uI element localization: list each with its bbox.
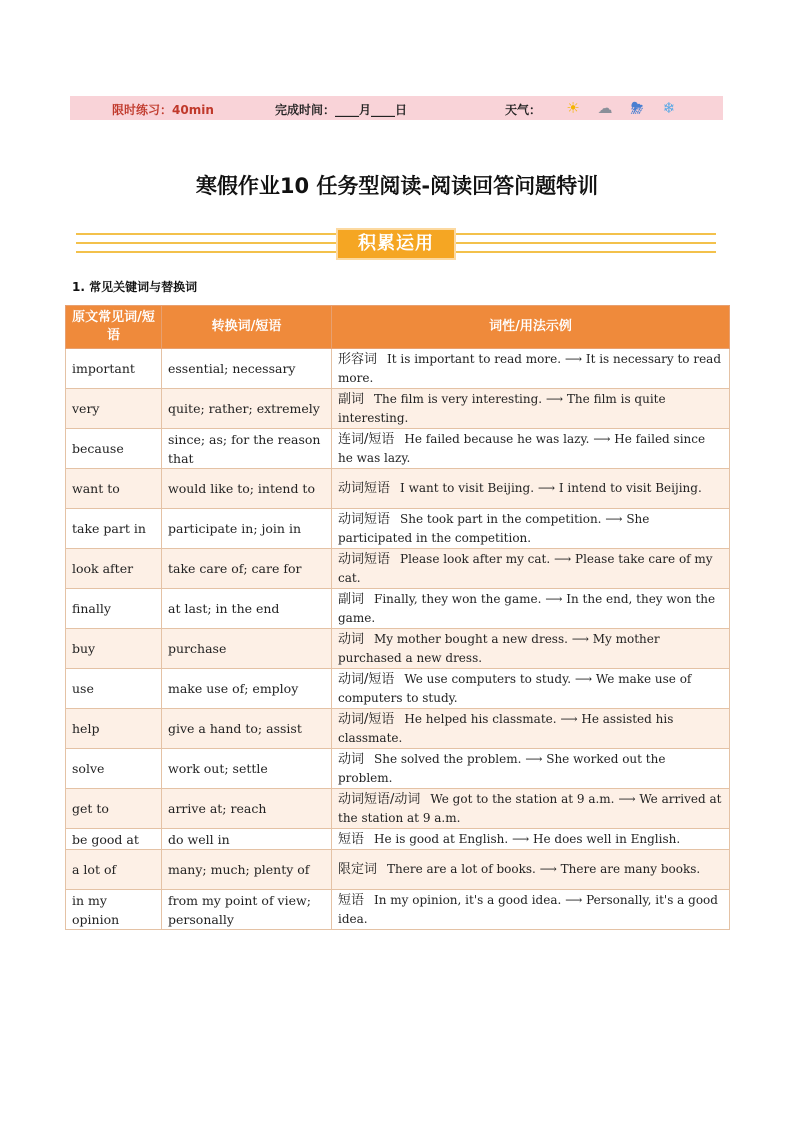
- usage-example-cell: [332, 829, 730, 850]
- table-row: [66, 509, 730, 549]
- time-limit: 限时练习：40min: [112, 103, 214, 117]
- replacement-cell: give a hand to; assist: [162, 709, 332, 749]
- completion-date: 完成时间：____月____日: [275, 103, 408, 117]
- header-replacement: 转换词/短语: [162, 306, 332, 349]
- original-word-cell: a lot of: [66, 850, 162, 890]
- original-word-cell: get to: [66, 789, 162, 829]
- table-row: [66, 850, 730, 890]
- table-row: [66, 389, 730, 429]
- usage-example-cell: [332, 549, 730, 589]
- table-row: [66, 549, 730, 589]
- original-word-cell: want to: [66, 469, 162, 509]
- weather-icons: [562, 98, 680, 118]
- part-of-speech: 短语: [338, 831, 365, 847]
- replacement-cell: do well in: [162, 829, 332, 850]
- table-row: [66, 349, 730, 389]
- original-word-cell: because: [66, 429, 162, 469]
- weather-label: 天气：: [505, 103, 542, 117]
- original-word-cell: buy: [66, 629, 162, 669]
- sun-icon[interactable]: ☀: [566, 99, 580, 117]
- example-sentence: She took part in the competition. ⟶ She participated in the competition.: [338, 511, 650, 545]
- example-sentence: I want to visit Beijing. ⟶ I intend to visit Beijing.: [400, 481, 702, 495]
- example-sentence: Please look after my cat. ⟶ Please take care of my cat.: [338, 551, 713, 585]
- example-sentence: There are a lot of books. ⟶ There are many books.: [387, 862, 701, 876]
- practice-info-bar: [70, 96, 723, 120]
- storm-icon[interactable]: ⛈: [630, 99, 643, 117]
- table-row: [66, 429, 730, 469]
- replacement-cell: many; much; plenty of: [162, 850, 332, 890]
- time-limit-value: 40min: [172, 103, 214, 117]
- replacement-cell: make use of; employ: [162, 669, 332, 709]
- example-sentence: We use computers to study. ⟶ We make use of computers to study.: [338, 671, 692, 705]
- part-of-speech: 副词: [338, 591, 365, 607]
- usage-example-cell: [332, 509, 730, 549]
- part-of-speech: 动词: [338, 631, 365, 647]
- usage-example-cell: [332, 669, 730, 709]
- original-word-cell: very: [66, 389, 162, 429]
- replacement-cell: at last; in the end: [162, 589, 332, 629]
- header-original-word: 原文常见词/短语: [66, 306, 162, 349]
- usage-example-cell: [332, 389, 730, 429]
- replacement-cell: purchase: [162, 629, 332, 669]
- replacement-cell: would like to; intend to: [162, 469, 332, 509]
- section-heading: 1. 常见关键词与替换词: [72, 280, 198, 294]
- example-sentence: She solved the problem. ⟶ She worked out the problem.: [338, 751, 666, 785]
- table-row: [66, 890, 730, 930]
- original-word-cell: look after: [66, 549, 162, 589]
- usage-example-cell: [332, 850, 730, 890]
- original-word-cell: solve: [66, 749, 162, 789]
- original-word-cell: take part in: [66, 509, 162, 549]
- usage-example-cell: [332, 469, 730, 509]
- part-of-speech: 连词/短语: [338, 431, 395, 447]
- usage-example-cell: [332, 349, 730, 389]
- example-sentence: He failed because he was lazy. ⟶ He failed since he was lazy.: [338, 431, 706, 465]
- cloudy-icon[interactable]: ☁: [597, 99, 613, 117]
- original-word-cell: important: [66, 349, 162, 389]
- table-row: [66, 749, 730, 789]
- table-row: [66, 829, 730, 850]
- part-of-speech: 动词/短语: [338, 711, 395, 727]
- table-row: [66, 709, 730, 749]
- table-row: [66, 629, 730, 669]
- example-sentence: In my opinion, it's a good idea. ⟶ Personally, it's a good idea.: [338, 892, 718, 926]
- original-word-cell: help: [66, 709, 162, 749]
- usage-example-cell: [332, 589, 730, 629]
- part-of-speech: 形容词: [338, 351, 378, 367]
- example-sentence: We got to the station at 9 a.m. ⟶ We arrived at the station at 9 a.m.: [338, 791, 722, 825]
- original-word-cell: use: [66, 669, 162, 709]
- table-row: [66, 789, 730, 829]
- original-word-cell: in my opinion: [66, 890, 162, 930]
- part-of-speech: 限定词: [338, 862, 378, 877]
- keyword-table: [65, 305, 730, 930]
- part-of-speech: 副词: [338, 391, 365, 407]
- header-usage-example: 词性/用法示例: [332, 306, 730, 349]
- part-of-speech: 动词短语: [338, 481, 391, 496]
- part-of-speech: 动词短语: [338, 511, 391, 527]
- snow-icon[interactable]: ❄: [662, 99, 676, 117]
- usage-example-cell: [332, 890, 730, 930]
- example-sentence: My mother bought a new dress. ⟶ My mother purchased a new dress.: [338, 631, 660, 665]
- example-sentence: Finally, they won the game. ⟶ In the end, they won the game.: [338, 591, 716, 625]
- part-of-speech: 动词: [338, 751, 365, 767]
- original-word-cell: finally: [66, 589, 162, 629]
- replacement-cell: take care of; care for: [162, 549, 332, 589]
- original-word-cell: be good at: [66, 829, 162, 850]
- replacement-cell: from my point of view; personally: [162, 890, 332, 930]
- replacement-cell: since; as; for the reason that: [162, 429, 332, 469]
- table-row: [66, 669, 730, 709]
- table-row: [66, 469, 730, 509]
- replacement-cell: quite; rather; extremely: [162, 389, 332, 429]
- usage-example-cell: [332, 749, 730, 789]
- usage-example-cell: [332, 429, 730, 469]
- usage-example-cell: [332, 789, 730, 829]
- example-sentence: It is important to read more. ⟶ It is necessary to read more.: [338, 351, 722, 385]
- replacement-cell: arrive at; reach: [162, 789, 332, 829]
- part-of-speech: 动词短语: [338, 551, 391, 567]
- example-sentence: He helped his classmate. ⟶ He assisted his classmate.: [338, 711, 674, 745]
- page-title: 寒假作业10 任务型阅读-阅读回答问题特训: [195, 174, 599, 198]
- usage-example-cell: [332, 629, 730, 669]
- replacement-cell: essential; necessary: [162, 349, 332, 389]
- part-of-speech: 短语: [338, 892, 365, 908]
- part-of-speech: 动词短语/动词: [338, 791, 421, 807]
- table-header-row: [66, 306, 730, 349]
- table-row: [66, 589, 730, 629]
- example-sentence: He is good at English. ⟶ He does well in English.: [374, 831, 681, 846]
- section-banner: 积累运用: [336, 228, 456, 260]
- example-sentence: The film is very interesting. ⟶ The film is quite interesting.: [338, 391, 666, 425]
- usage-example-cell: [332, 709, 730, 749]
- part-of-speech: 动词/短语: [338, 671, 395, 687]
- replacement-cell: work out; settle: [162, 749, 332, 789]
- replacement-cell: participate in; join in: [162, 509, 332, 549]
